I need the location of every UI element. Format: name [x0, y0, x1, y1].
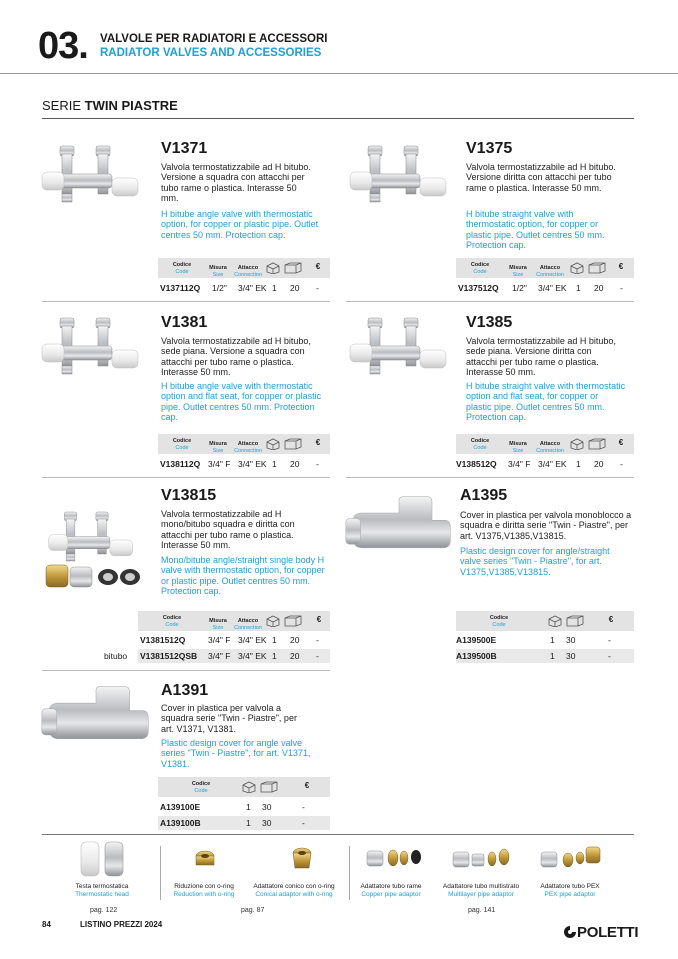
desc-en-a1391: Plastic design cover for angle valve series "Twin - Piastre", for art. V1371, V1381.: [161, 738, 311, 769]
th-attacco: Attacco: [237, 265, 259, 271]
desc-it-v1371: Valvola termostatizzabile ad H bitubo. Versione a squadra con attacchi per tubo rame o plastica. Interasse 50 mm.: [161, 162, 311, 204]
desc-it-v13815: Valvola termostatizzabile ad H mono/bitubo squadra e diritta con attacchi per tubo rame o plastica. Interasse 50 mm.: [161, 509, 295, 551]
row-divider: [346, 477, 634, 478]
th-euro: €: [608, 615, 614, 624]
table-header-v1375: [456, 258, 634, 278]
cell-code: A139100B: [160, 818, 201, 828]
cell-code: V137112Q: [160, 283, 201, 293]
th-size: [506, 265, 530, 278]
cell-price: -: [608, 635, 611, 645]
cell-connection: 3/4" EK: [238, 651, 267, 661]
accessory-label-it: Adattatore tubo PEX: [540, 883, 600, 890]
accessory-label: [244, 883, 344, 899]
th-connection-en: Connection: [536, 271, 564, 278]
cell-size: 3/4" F: [508, 459, 531, 469]
cell-qty1: 1: [550, 635, 555, 645]
th-code: [158, 615, 186, 628]
th-size-en: Size: [212, 624, 224, 631]
cell-price: -: [316, 635, 319, 645]
accessory-label-en: Multilayer pipe adaptor: [448, 891, 514, 898]
series-name: TWIN PIASTRE: [84, 98, 178, 113]
cell-code: A139100E: [160, 802, 201, 812]
cell-code: V137512Q: [458, 283, 499, 293]
cell-price: -: [620, 283, 623, 293]
th-code-en: Code: [473, 268, 487, 275]
cell-code: A139500E: [456, 635, 497, 645]
accessory-label-en: Thermostatic head: [75, 891, 129, 898]
cell-qty2: 20: [290, 283, 300, 293]
th-code-en: Code: [194, 787, 208, 794]
cell-price: -: [316, 651, 319, 661]
desc-it-v1385: Valvola termostatizzabile ad H bitubo, sede piana. Versione diritta con attacchi per tubo rame o plastica. Interasse 50 mm.: [466, 336, 616, 378]
th-size: [206, 265, 230, 278]
th-misura: Misura: [209, 618, 227, 624]
th-size: [206, 441, 230, 454]
th-misura: Misura: [209, 265, 227, 271]
desc-en-v1381: H bitube angle valve with thermostatic option and flat seat, for copper or plastic pipe. Outlet centres 50 mm. Protection cap.: [161, 381, 322, 423]
page-ref[interactable]: pag. 87: [241, 907, 265, 914]
cell-size: 1/2": [212, 283, 227, 293]
th-attacco: Attacco: [237, 618, 259, 624]
th-connection: [534, 441, 566, 454]
table-row: [158, 281, 330, 295]
table-row: [456, 457, 634, 471]
carton-icon: [588, 262, 606, 274]
cell-connection: 3/4" EK: [538, 459, 567, 469]
th-codice: Codice: [191, 781, 211, 787]
cell-code: V1381512Q: [140, 635, 186, 645]
valve-image-v1385: [348, 310, 458, 390]
box-icon: [242, 781, 256, 793]
cell-code: V1381512QSB: [140, 651, 198, 661]
th-codice: Codice: [470, 262, 490, 268]
chapter-title-it: VALVOLE PER RADIATORI E ACCESSORI: [100, 33, 328, 45]
poletti-logo-icon: [563, 925, 577, 939]
th-code-en: Code: [473, 444, 487, 451]
carton-icon: [588, 438, 606, 450]
header-divider: [0, 73, 678, 74]
cell-size: 3/4" F: [208, 651, 231, 661]
row-divider: [42, 670, 330, 671]
table-header-v1381: [158, 434, 330, 454]
pex-adaptor-image: [540, 844, 602, 872]
th-connection: [232, 265, 264, 278]
table-header-v13815: [138, 611, 330, 631]
table-row: [158, 800, 330, 814]
cell-qty2: 20: [290, 459, 300, 469]
cell-qty1: 1: [272, 459, 277, 469]
box-icon: [266, 615, 280, 627]
desc-it-a1391: Cover in plastica per valvola a squadra serie "Twin - Piastre", per art. V1371, V1381.: [161, 703, 297, 734]
th-connection-en: Connection: [536, 447, 564, 454]
box-icon: [266, 262, 280, 274]
cell-connection: 3/4" EK: [238, 459, 267, 469]
cell-qty1: 1: [246, 802, 251, 812]
copper-adaptor-image: [366, 846, 424, 870]
accessory-label-en: Reduction with o-ring: [173, 891, 235, 898]
cell-size: 1/2": [512, 283, 527, 293]
accessory-label-it: Adattatore tubo rame: [360, 883, 422, 890]
th-euro: €: [304, 781, 310, 790]
th-size: [206, 618, 230, 631]
cell-qty1: 1: [576, 459, 581, 469]
product-code-v1375: V1375: [466, 140, 513, 157]
th-codice: Codice: [162, 615, 182, 621]
row-divider: [42, 477, 330, 478]
th-codice: Codice: [470, 438, 490, 444]
th-euro: €: [618, 262, 624, 271]
row-label-bitubo: bitubo: [104, 651, 128, 661]
valve-image-v1371: [40, 138, 150, 218]
cell-qty2: 30: [566, 651, 576, 661]
th-connection-en: Connection: [234, 271, 262, 278]
thermostatic-head-image: [78, 840, 128, 880]
accessory-separator: [349, 846, 350, 900]
th-size-en: Size: [212, 447, 224, 454]
cell-qty2: 20: [594, 283, 604, 293]
desc-en-v1371: H bitube angle valve with thermostatic option, for copper or plastic pipe. Outlet centres 50 mm. Protection cap.: [161, 209, 319, 240]
accessory-label: [530, 883, 610, 899]
th-size: [506, 441, 530, 454]
cell-qty1: 1: [246, 818, 251, 828]
row-divider: [42, 301, 330, 302]
box-icon: [570, 262, 584, 274]
product-code-v1381: V1381: [161, 314, 208, 331]
chapter-title-en: RADIATOR VALVES AND ACCESSORIES: [100, 47, 322, 59]
accessory-label: [353, 883, 429, 899]
desc-en-a1395: Plastic design cover for angle/straight valve series "Twin - Piastre", for art. V1375,V1385,V13815.: [460, 546, 610, 577]
multilayer-adaptor-image: [452, 846, 512, 872]
table-row: [158, 816, 330, 830]
series-title: [42, 98, 178, 114]
cell-qty2: 30: [262, 818, 272, 828]
accessory-label-it: Adattatore conico con o-ring: [253, 883, 335, 890]
desc-it-a1395: Cover in plastica per valvola monoblocco a squadra e diritta serie "Twin - Piastre", per art. V1375,V1385,V13815.: [460, 510, 632, 541]
th-connection: [232, 441, 264, 454]
accessory-label-it: Testa termostatica: [75, 883, 129, 890]
cell-connection: 3/4" EK: [238, 283, 267, 293]
carton-icon: [284, 438, 302, 450]
th-connection: [534, 265, 566, 278]
table-row: [456, 281, 634, 295]
th-euro: €: [618, 438, 624, 447]
cell-qty2: 30: [566, 635, 576, 645]
conical-adaptor-image: [290, 846, 314, 872]
carton-icon: [260, 781, 278, 793]
th-codice: Codice: [172, 262, 192, 268]
series-divider: [42, 118, 634, 119]
cell-code: A139500B: [456, 651, 497, 661]
box-icon: [266, 438, 280, 450]
brand-logo: [563, 924, 638, 941]
cell-code: V138112Q: [160, 459, 201, 469]
reduction-image: [193, 848, 217, 870]
product-code-v1371: V1371: [161, 140, 208, 157]
table-header-v1385: [456, 434, 634, 454]
accessory-label-en: Conical adaptor with o-ring: [255, 891, 333, 898]
cell-qty2: 20: [290, 651, 300, 661]
accessory-label-it: Riduzione con o-ring: [174, 883, 234, 890]
th-codice: Codice: [172, 438, 192, 444]
cell-price: -: [620, 459, 623, 469]
cell-price: -: [608, 651, 611, 661]
th-connection-en: Connection: [234, 447, 262, 454]
table-row: [138, 633, 330, 647]
accessory-label-en: PEX pipe adaptor: [544, 891, 596, 898]
cell-qty1: 1: [272, 651, 277, 661]
cell-connection: 3/4" EK: [238, 635, 267, 645]
series-prefix: SERIE: [42, 98, 85, 113]
th-code-en: Code: [492, 621, 506, 628]
table-header-v1371: [158, 258, 330, 278]
cell-code: V138512Q: [456, 459, 497, 469]
th-euro: €: [315, 438, 321, 447]
table-row: [158, 457, 330, 471]
accessory-label-it: Adattatore tubo multistrato: [442, 883, 520, 890]
page-ref[interactable]: pag. 141: [468, 907, 496, 914]
desc-en-v1375: H bitube straight valve with thermostatic option, for copper or plastic pipe. Outlet centres 50 mm. Protection cap.: [466, 209, 605, 251]
product-code-a1391: A1391: [161, 682, 209, 699]
th-size-en: Size: [512, 271, 524, 278]
cell-price: -: [302, 802, 305, 812]
accessory-separator: [160, 846, 161, 900]
th-size-en: Size: [512, 447, 524, 454]
page-ref[interactable]: pag. 122: [90, 907, 118, 914]
th-connection-en: Connection: [234, 624, 262, 631]
cell-qty1: 1: [550, 651, 555, 661]
th-size-en: Size: [212, 271, 224, 278]
table-row: [456, 633, 634, 647]
th-misura: Misura: [209, 441, 227, 447]
accessories-divider: [42, 834, 634, 835]
product-code-v1385: V1385: [466, 314, 513, 331]
carton-icon: [566, 615, 584, 627]
th-misura: Misura: [509, 265, 527, 271]
chapter-number: 03.: [38, 25, 88, 67]
cell-qty1: 1: [272, 635, 277, 645]
cell-price: -: [316, 283, 319, 293]
valve-image-v13815: [40, 505, 150, 600]
cell-size: 3/4" F: [208, 635, 231, 645]
table-row: [138, 649, 330, 663]
cell-price: -: [316, 459, 319, 469]
cover-image-a1391: [40, 680, 152, 760]
th-connection: [232, 618, 264, 631]
th-code: [466, 262, 494, 275]
table-header-a1395: [456, 611, 634, 631]
th-code-en: Code: [165, 621, 179, 628]
box-icon: [548, 615, 562, 627]
accessory-label: [62, 883, 142, 899]
th-code-en: Code: [175, 268, 189, 275]
cell-qty2: 30: [262, 802, 272, 812]
cell-qty1: 1: [272, 283, 277, 293]
th-euro: €: [315, 262, 321, 271]
page-number: 84: [42, 920, 51, 929]
th-code: [466, 438, 494, 451]
table-header-a1391: [158, 777, 330, 797]
footer-title: LISTINO PREZZI 2024: [80, 920, 163, 929]
cell-qty1: 1: [576, 283, 581, 293]
th-attacco: Attacco: [539, 441, 561, 447]
th-code-en: Code: [175, 444, 189, 451]
th-code: [484, 615, 514, 628]
th-attacco: Attacco: [237, 441, 259, 447]
th-misura: Misura: [509, 441, 527, 447]
carton-icon: [284, 262, 302, 274]
th-code: [168, 262, 196, 275]
th-euro: €: [316, 615, 322, 624]
desc-en-v13815: Mono/bitube angle/straight single body H valve with thermostatic option, for copper or plastic pipe. Outlet centres 50 mm. Protection cap.: [161, 555, 325, 597]
product-code-a1395: A1395: [460, 487, 508, 504]
cell-qty2: 20: [290, 635, 300, 645]
desc-en-v1385: H bitube straight valve with thermostatic option and flat seat, for copper or plastic pipe. Outlet centres 50 mm. Protection cap.: [466, 381, 626, 423]
cell-price: -: [302, 818, 305, 828]
box-icon: [570, 438, 584, 450]
th-code: [168, 438, 196, 451]
desc-it-v1375: Valvola termostatizzabile ad H bitubo. Versione diritta con attacchi per tubo rame o plastica. Interasse 50 mm.: [466, 162, 616, 193]
row-divider: [346, 301, 634, 302]
table-row: [456, 649, 634, 663]
th-code: [186, 781, 216, 794]
product-code-v13815: V13815: [161, 487, 217, 504]
cover-image-a1395: [344, 487, 454, 572]
valve-image-v1381: [40, 310, 150, 390]
accessory-label: [433, 883, 529, 899]
cell-qty2: 20: [594, 459, 604, 469]
accessory-label-en: Copper pipe adaptor: [361, 891, 421, 898]
valve-image-v1375: [348, 138, 458, 218]
th-codice: Codice: [489, 615, 509, 621]
desc-it-v1381: Valvola termostatizzabile ad H bitubo, sede piana. Versione a squadra con attacchi per tubo rame o plastica. Interasse 50 mm.: [161, 336, 311, 378]
carton-icon: [284, 615, 302, 627]
cell-size: 3/4" F: [208, 459, 231, 469]
th-attacco: Attacco: [539, 265, 561, 271]
cell-connection: 3/4" EK: [538, 283, 567, 293]
accessory-label: [164, 883, 244, 899]
brand-name: POLETTI: [577, 924, 639, 941]
